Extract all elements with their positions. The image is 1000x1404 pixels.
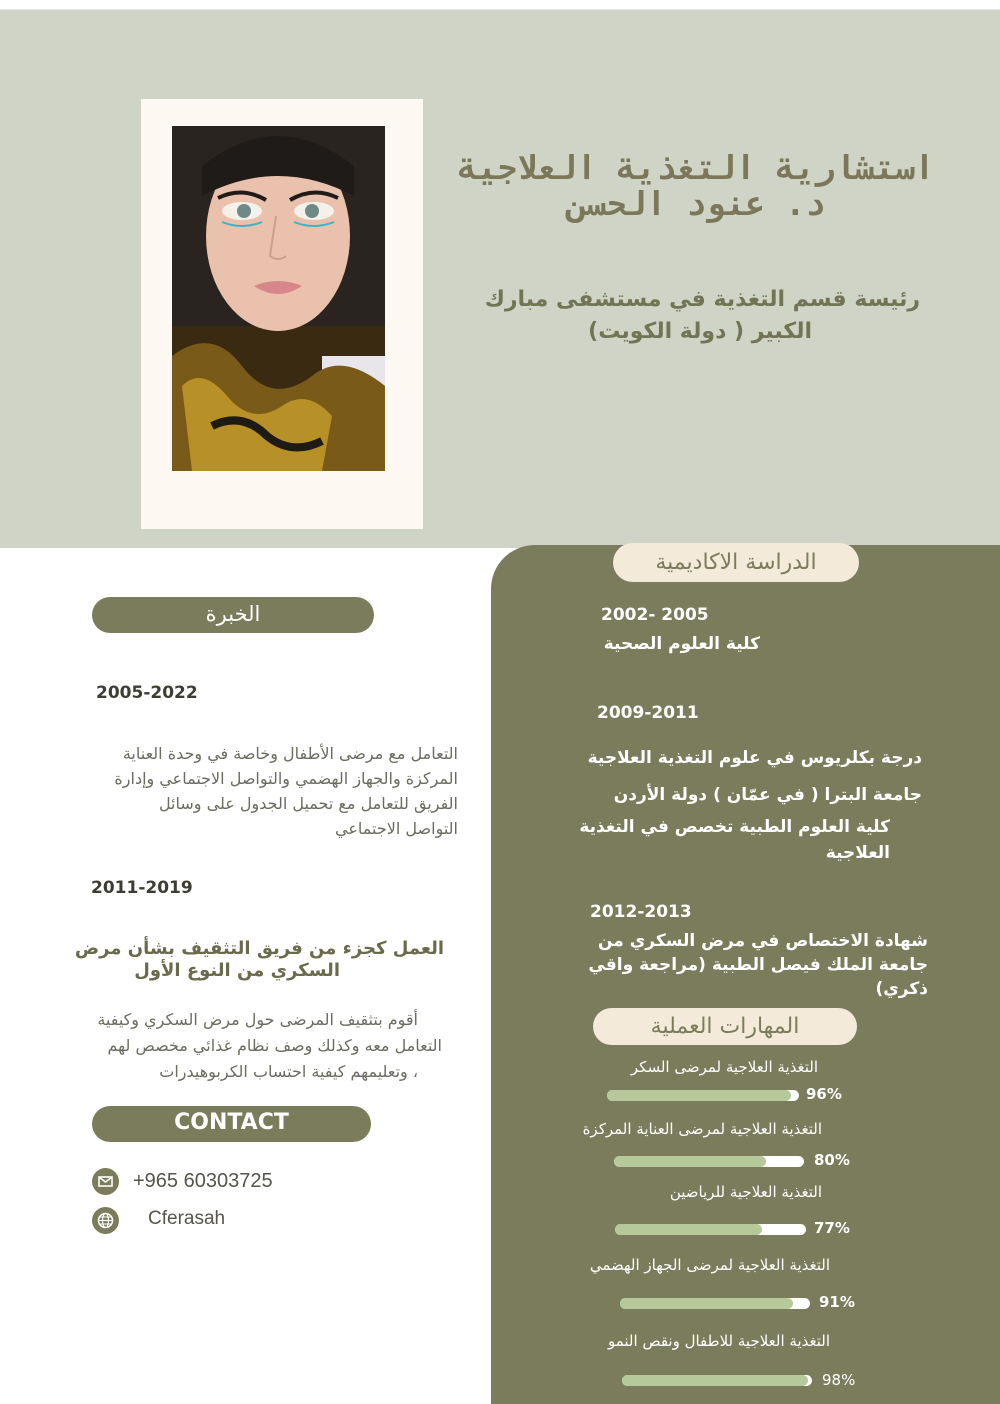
experience-text-2: [66, 1007, 442, 1085]
education-text-3: [560, 929, 928, 1001]
experience-heading-pill: [92, 597, 374, 633]
skill-label: التغذية العلاجية لمرضى العناية المركزة: [582, 1120, 822, 1138]
skills-heading: المهارات العملية: [650, 1014, 800, 1039]
experience-line: التعامل مع مرضى الأطفال وخاصة في وحدة العناية: [122, 744, 458, 763]
experience-period-1: 2005-2022: [96, 683, 198, 703]
experience-title-line: السكري من النوع الأول: [134, 960, 340, 981]
experience-line: المركزة والجهاز الهضمي والتواصل الاجتماعي وإدارة: [114, 769, 458, 788]
experience-heading: الخبرة: [205, 602, 261, 626]
skill-percent: 91%: [819, 1293, 855, 1311]
skill-progress-fill: [614, 1156, 766, 1167]
experience-line: ، وتعليمهم كيفية احتساب الكربوهيدرات: [159, 1062, 418, 1081]
contact-website[interactable]: Cferasah: [148, 1208, 226, 1229]
skill-progress-bar: [614, 1156, 804, 1167]
skill-progress-bar: [620, 1298, 810, 1309]
education-period-1: 2002- 2005: [601, 605, 709, 625]
skill-progress-bar: [607, 1090, 799, 1101]
experience-line: الفريق للتعامل مع تحميل الجدول على وسائل: [158, 794, 458, 813]
title-line-1: استشارية التغذية العلاجية: [457, 148, 935, 187]
title-line-2: د. عنود الحسن: [566, 184, 826, 223]
skill-percent: 80%: [814, 1151, 850, 1169]
skill-progress-fill: [607, 1090, 791, 1101]
experience-period-2: 2011-2019: [91, 878, 193, 898]
page-title: [436, 150, 956, 222]
education-text-1: [560, 631, 760, 657]
experience-text-1: [90, 741, 458, 841]
experience-line: التعامل معه وكذلك وصف نظام غذائي مخصص لهم: [107, 1036, 442, 1055]
skill-label: التغذية العلاجية للرياضين: [669, 1183, 822, 1201]
job-subtitle: [470, 284, 920, 348]
education-line: جامعة الملك فيصل الطبية (مراجعة واقي: [588, 955, 928, 975]
experience-line: التواصل الاجتماعي: [335, 819, 458, 838]
skill-progress-fill: [615, 1224, 762, 1235]
skill-percent: 96%: [806, 1085, 842, 1103]
skill-progress-bar: [622, 1375, 812, 1386]
education-line: شهادة الاختصاص في مرض السكري من: [597, 931, 928, 951]
contact-heading-pill: [92, 1106, 371, 1142]
mail-icon: [92, 1168, 119, 1195]
globe-icon: [92, 1207, 119, 1234]
skill-progress-fill: [620, 1298, 793, 1309]
experience-title-line: العمل كجزء من فريق التثقيف بشأن مرض: [74, 938, 444, 959]
subtitle-line-2: الكبير ( دولة الكويت): [588, 319, 812, 344]
top-edge: [0, 0, 1000, 10]
profile-photo-frame: [141, 99, 423, 529]
education-line: كلية العلوم الصحية: [603, 634, 760, 654]
skill-percent: 98%: [822, 1371, 856, 1389]
contact-heading: CONTACT: [174, 1110, 289, 1135]
education-line: كلية العلوم الطبية تخصص في التغذية: [579, 817, 890, 837]
skill-label: التغذية العلاجية لمرضى الجهاز الهضمي: [589, 1256, 830, 1274]
skill-progress-bar: [615, 1224, 806, 1235]
skill-progress-fill: [622, 1375, 808, 1386]
education-text-2: [560, 740, 922, 814]
portrait-illustration: [172, 126, 385, 471]
experience-line: أقوم بتثقيف المرضى حول مرض السكري وكيفية: [97, 1010, 418, 1029]
education-period-2: 2009-2011: [597, 703, 699, 723]
education-heading: الدراسة الاكاديمية: [655, 550, 817, 575]
subtitle-line-1: رئيسة قسم التغذية في مستشفى مبارك: [484, 287, 920, 312]
skill-percent: 77%: [814, 1219, 850, 1237]
education-heading-pill: [613, 543, 859, 582]
experience-title-2: [66, 938, 444, 982]
education-line: جامعة البترا ( في عمّان ) دولة الأردن: [613, 785, 922, 805]
skills-heading-pill: [593, 1008, 857, 1045]
education-line: العلاجية: [825, 843, 890, 863]
profile-photo: [172, 126, 385, 471]
education-text-2b: [560, 814, 890, 866]
skill-label: التغذية العلاجية للاطفال ونقص النمو: [607, 1332, 830, 1350]
education-line: ذكري): [875, 979, 928, 999]
education-line: درجة بكلريوس في علوم التغذية العلاجية: [587, 748, 922, 768]
contact-phone[interactable]: +965 60303725: [133, 1170, 273, 1192]
education-period-3: 2012-2013: [590, 902, 692, 922]
skill-label: التغذية العلاجية لمرضى السكر: [630, 1058, 818, 1076]
